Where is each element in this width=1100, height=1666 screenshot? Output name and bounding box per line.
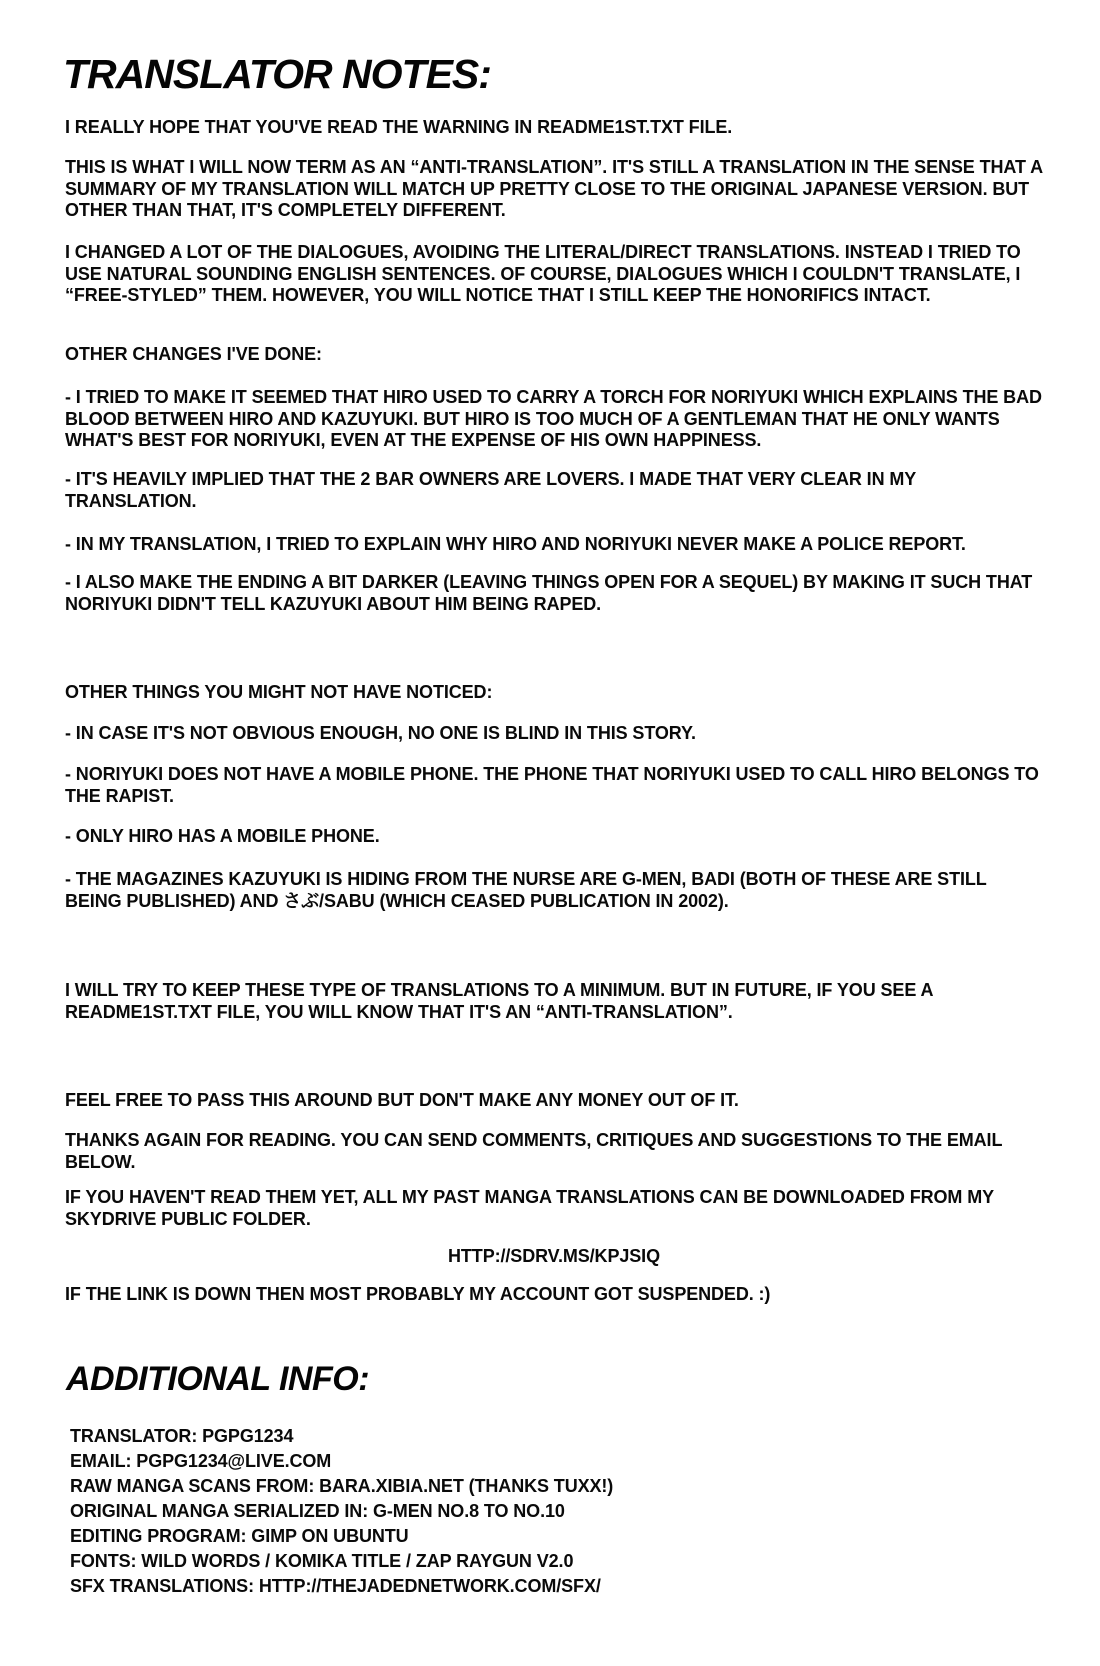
- bullet-item: - ONLY HIRO HAS A MOBILE PHONE.: [65, 826, 380, 846]
- bullet-item: - NORIYUKI DOES NOT HAVE A MOBILE PHONE. THE PHONE THAT NORIYUKI USED TO CALL HIRO BELONGS TO THE RAPIST.: [65, 764, 1039, 806]
- bullet-item: - IN MY TRANSLATION, I TRIED TO EXPLAIN WHY HIRO AND NORIYUKI NEVER MAKE A POLICE REPORT.: [65, 534, 966, 554]
- info-line-editing-program: EDITING PROGRAM: GIMP ON UBUNTU: [70, 1526, 409, 1546]
- info-line-translator: TRANSLATOR: PGPG1234: [70, 1426, 294, 1446]
- paragraph-thanks: THANKS AGAIN FOR READING. YOU CAN SEND COMMENTS, CRITIQUES AND SUGGESTIONS TO THE EMAIL BELOW.: [65, 1130, 1003, 1172]
- page-title: TRANSLATOR NOTES:: [63, 51, 491, 97]
- paragraph-dialogues: I CHANGED A LOT OF THE DIALOGUES, AVOIDING THE LITERAL/DIRECT TRANSLATIONS. INSTEAD I TRIED TO USE NATURAL SOUNDING ENGLISH SENTENCES. OF COURSE, DIALOGUES WHICH I COULDN'T TRANSLATE, I “FREE-STYLED” THEM. HOWEVER, YOU WILL NOTICE THAT I STILL KEEP THE HONORIFICS INTACT.: [65, 242, 1021, 305]
- paragraph-minimum: I WILL TRY TO KEEP THESE TYPE OF TRANSLATIONS TO A MINIMUM. BUT IN FUTURE, IF YOU SEE A README1ST.TXT FILE, YOU WILL KNOW THAT IT'S AN “ANTI-TRANSLATION”.: [65, 980, 933, 1022]
- section-heading-other-changes: OTHER CHANGES I'VE DONE:: [65, 344, 322, 364]
- bullet-item: - IN CASE IT'S NOT OBVIOUS ENOUGH, NO ONE IS BLIND IN THIS STORY.: [65, 723, 696, 743]
- info-line-sfx: SFX TRANSLATIONS: HTTP://THEJADEDNETWORK.COM/SFX/: [70, 1576, 601, 1596]
- info-line-email: EMAIL: PGPG1234@LIVE.COM: [70, 1451, 332, 1471]
- additional-info-title: ADDITIONAL INFO:: [66, 1360, 370, 1398]
- info-line-serialized: ORIGINAL MANGA SERIALIZED IN: G-MEN NO.8 TO NO.10: [70, 1501, 565, 1521]
- info-line-raw-scans: RAW MANGA SCANS FROM: BARA.XIBIA.NET (THANKS TUXX!): [70, 1476, 614, 1496]
- section-heading-other-things: OTHER THINGS YOU MIGHT NOT HAVE NOTICED:: [65, 682, 493, 702]
- paragraph-link-down: IF THE LINK IS DOWN THEN MOST PROBABLY MY ACCOUNT GOT SUSPENDED. :): [65, 1284, 771, 1304]
- bullet-item: - I ALSO MAKE THE ENDING A BIT DARKER (LEAVING THINGS OPEN FOR A SEQUEL) BY MAKING IT SUCH THAT NORIYUKI DIDN'T TELL KAZUYUKI ABOUT HIM BEING RAPED.: [65, 572, 1033, 614]
- paragraph-skydrive: IF YOU HAVEN'T READ THEM YET, ALL MY PAST MANGA TRANSLATIONS CAN BE DOWNLOADED FROM MY SKYDRIVE PUBLIC FOLDER.: [65, 1187, 994, 1229]
- bullet-item: - IT'S HEAVILY IMPLIED THAT THE 2 BAR OWNERS ARE LOVERS. I MADE THAT VERY CLEAR IN MY TRANSLATION.: [65, 469, 916, 511]
- bullet-item: - I TRIED TO MAKE IT SEEMED THAT HIRO USED TO CARRY A TORCH FOR NORIYUKI WHICH EXPLAINS THE BAD BLOOD BETWEEN HIRO AND KAZUYUKI. BUT HIRO IS TOO MUCH OF A GENTLEMAN THAT HE ONLY WANTS WHAT'S BEST FOR NORIYUKI, EVEN AT THE EXPENSE OF HIS OWN HAPPINESS.: [65, 387, 1042, 450]
- paragraph-anti-translation: THIS IS WHAT I WILL NOW TERM AS AN “ANTI-TRANSLATION”. IT'S STILL A TRANSLATION IN THE SENSE THAT A SUMMARY OF MY TRANSLATION WILL MATCH UP PRETTY CLOSE TO THE ORIGINAL JAPANESE VERSION. BUT OTHER THAN THAT, IT'S COMPLETELY DIFFERENT.: [65, 157, 1043, 220]
- bullet-item: - THE MAGAZINES KAZUYUKI IS HIDING FROM THE NURSE ARE G-MEN, BADI (BOTH OF THESE ARE STILL BEING PUBLISHED) AND さぶ/SABU (WHICH CEASED PUBLICATION IN 2002).: [65, 869, 987, 911]
- additional-info-list: [70, 1424, 1048, 1599]
- skydrive-url-text: HTTP://SDRV.MS/KPJSIQ: [448, 1246, 660, 1266]
- paragraph-intro: I REALLY HOPE THAT YOU'VE READ THE WARNING IN README1ST.TXT FILE.: [65, 117, 733, 137]
- paragraph-pass-around: FEEL FREE TO PASS THIS AROUND BUT DON'T MAKE ANY MONEY OUT OF IT.: [65, 1090, 739, 1110]
- info-line-fonts: FONTS: WILD WORDS / KOMIKA TITLE / ZAP RAYGUN V2.0: [70, 1551, 574, 1571]
